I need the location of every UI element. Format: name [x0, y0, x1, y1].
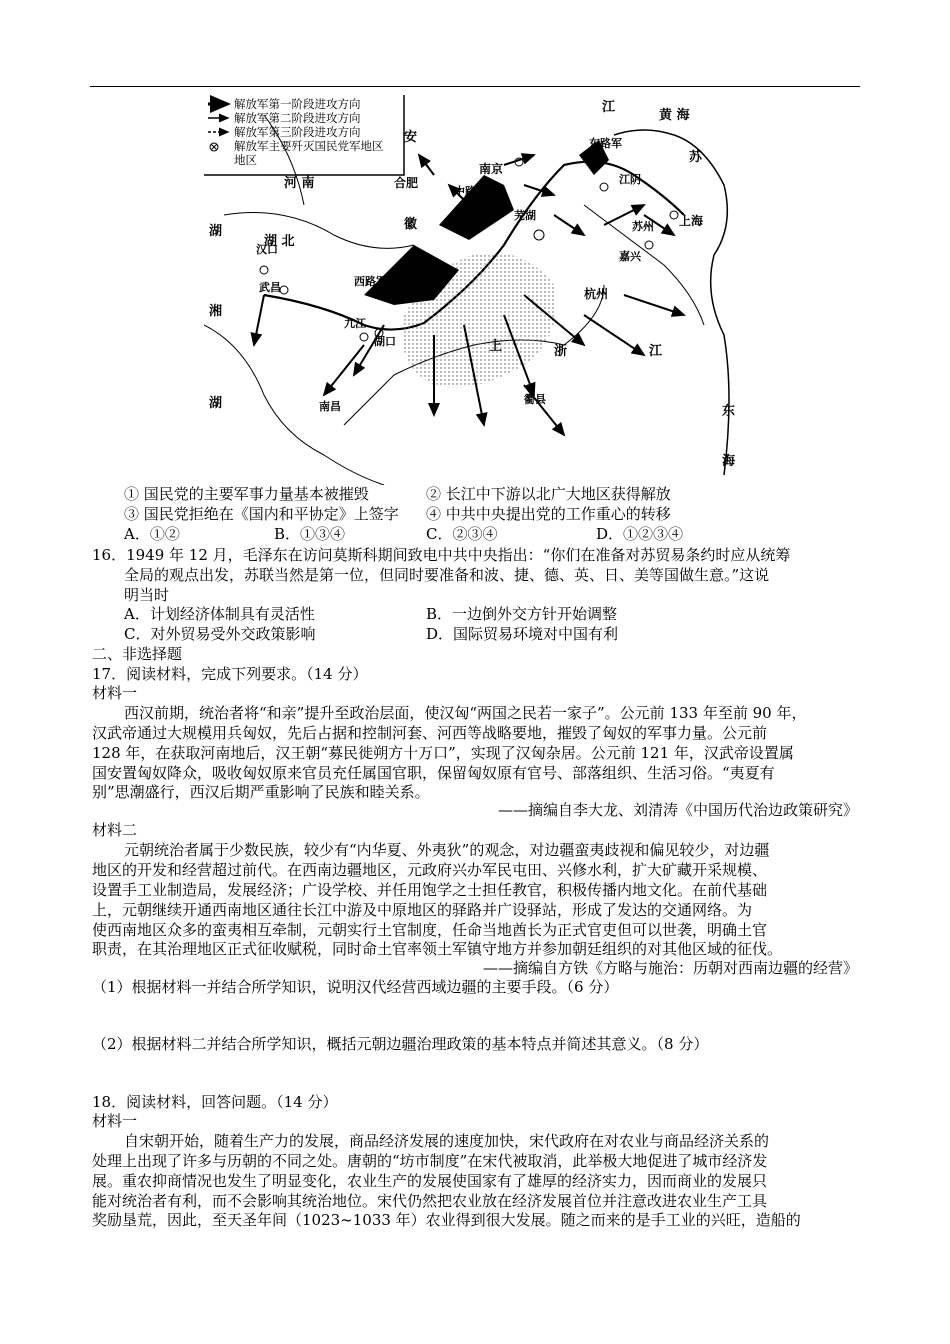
section-title: 二、非选择题 [92, 645, 183, 663]
q18-m1-line: 奖励垦荒，因此，至天圣年间（1023~1033 年）农业得到很大发展。随之而来的是手工业的兴旺，造船的 [92, 1211, 801, 1229]
place-an: 安 [404, 130, 418, 145]
place-hukou: 湖口 [374, 335, 396, 348]
place-suzhou: 苏州 [632, 220, 654, 233]
place-xiang: 湘 [209, 304, 223, 319]
q17-m2-label: 材料二 [92, 821, 138, 839]
q17-m2-line: 地区的开发和经营超过前代。在西南边疆地区，元政府兴办军民屯田、兴修水利，扩大矿藏开采规模、 [92, 861, 768, 879]
place-jiangsu1: 江 [602, 100, 616, 115]
q17-m2-source: ——摘编自方铁《方略与施治：历朝对西南边疆的经营》 [482, 959, 858, 977]
place-jiangyin: 江阴 [619, 173, 641, 186]
q17-m1-line: 别”思潮盛行，西汉后期严重影响了民族和睦关系。 [92, 783, 430, 801]
q18-m1-label: 材料一 [92, 1112, 138, 1130]
place-zhe: 浙 [554, 344, 568, 359]
q17-m2-line: 设置手工业制造局，发展经济；广设学校、并任用饱学之士担任教官，积极传播内地文化。在前代基础 [92, 881, 768, 899]
place-shanghai: 上海 [679, 214, 704, 228]
place-wuchang: 武昌 [259, 281, 281, 294]
place-quxian: 衢县 [524, 393, 546, 406]
q15-choice-a: A．①② [124, 525, 180, 543]
place-nanchang: 南昌 [319, 400, 341, 413]
header-rule [90, 86, 860, 87]
q15-opt1: ① 国民党的主要军事力量基本被摧毁 [124, 485, 369, 503]
legend-4: 解放军主要歼灭国民党军地区 [234, 139, 384, 153]
label-east-army: 东路军 [589, 137, 622, 150]
q16-line3: 明当时 [124, 586, 170, 604]
legend-2: 解放军第二阶段进攻方向 [234, 111, 361, 125]
place-jiujiang: 九江 [344, 317, 366, 330]
place-wuhu: 芜湖 [514, 209, 536, 222]
q17-m1-source: ——摘编自李大龙、刘清涛《中国历代治边政策研究》 [497, 801, 858, 819]
q17-m2-line: 使西南地区众多的蛮夷相互牵制，元朝实行土官制度，任命当地酋长为正式官吏但可以世袭，明确土官 [92, 921, 768, 939]
q17-m2-line: 职责，在其治理地区正式征收赋税，同时命土官率领土军镇守地方并参加朝廷组织的对其他区域的征伐。 [92, 940, 783, 958]
q15-choice-b: B．①③④ [274, 525, 346, 543]
q17-title: 17．阅读材料，完成下列要求。（14 分） [92, 665, 368, 683]
q15-choice-d: D．①②③④ [596, 525, 684, 543]
place-hankou: 汉口 [256, 243, 278, 256]
place-jiangsu2: 苏 [689, 150, 703, 165]
q18-m1-line: 处理上出现了许多与历朝的不同之处。唐朝的“坊市制度”在宋代被取消，此举极大地促进了城市经济发 [92, 1152, 768, 1170]
place-henan: 河 南 [284, 176, 315, 191]
q17-sub2: （2）根据材料二并结合所学知识，概括元朝边疆治理政策的基本特点并简述其意义。（8 分） [92, 1035, 709, 1053]
q16-choice-d: D．国际贸易环境对中国有利 [426, 625, 619, 643]
q17-m1-line: 西汉前期，统治者将“和亲”提升至政治层面，使汉匈“两国之民若一家子”。公元前 133 年至前 90 年， [124, 704, 807, 722]
q17-m1-line: 汉武帝通过大规模用兵匈奴，先后占据和控制河套、河西等战略要地，摧毁了匈奴的军事力量。公元前 [92, 724, 768, 742]
label-middle-army: 中路军 [454, 185, 487, 198]
place-jiang3: 江 [649, 344, 663, 359]
legend-1: 解放军第一阶段进攻方向 [234, 97, 361, 111]
q17-m1-line: 128 年，在获取河南地后，汉王朝“募民徙朔方十万口”，实现了汉匈杂居。公元前 121 年，汉武帝设置属 [92, 744, 794, 762]
map-figure [204, 95, 744, 485]
q16-line1: 16．1949 年 12 月，毛泽东在访问莫斯科期间致电中共中央指出：“你们在准备对苏贸易条约时应从统筹 [92, 546, 791, 564]
place-shang: 上 [489, 339, 503, 354]
q18-m1-line: 展。重农抑商情况也发生了明显变化，农业生产的发展使国家有了雄厚的经济实力，因而商业的发展只 [92, 1172, 768, 1190]
q17-m2-line: 元朝统治者属于少数民族，较少有“内华夏、外夷狄”的观念，对边疆蛮夷歧视和偏见较少，对边疆 [124, 841, 770, 859]
place-hefei: 合肥 [394, 176, 419, 190]
q17-m1-line: 国安置匈奴降众，吸收匈奴原来官员充任属国官职，保留匈奴原有官号、部落组织、生活习俗。“夷夏有 [92, 764, 775, 782]
place-hubei: 湖 北 [264, 234, 295, 249]
q15-opt3: ③ 国民党拒绝在《国内和平协定》上签字 [124, 505, 399, 523]
place-hu1: 湖 [209, 224, 223, 239]
legend-3: 解放军第三阶段进攻方向 [234, 125, 361, 139]
legend-4b: 地区 [234, 153, 257, 167]
q16-choice-b: B．一边倒外交方针开始调整 [426, 605, 618, 623]
q16-line2: 全局的观点出发，苏联当然是第一位，但同时要准备和波、捷、德、英、日、美等国做生意。”这说 [124, 566, 770, 584]
place-huanghai: 黄 海 [659, 108, 690, 123]
q18-m1-line: 能对统治者有利，而不会影响其统治地位。宋代仍然把农业放在经济发展首位并注意改进农业生产工具 [92, 1192, 768, 1210]
place-anhui: 徽 [404, 217, 418, 232]
q18-m1-line: 自宋朝开始，随着生产力的发展，商品经济发展的速度加快，宋代政府在对农业与商品经济关系的 [124, 1132, 770, 1150]
q18-title: 18．阅读材料，回答问题。（14 分） [92, 1093, 338, 1111]
label-west-army: 西路军 [354, 275, 387, 288]
q15-opt4: ④ 中共中央提出党的工作重心的转移 [426, 505, 671, 523]
q17-m1-label: 材料一 [92, 684, 138, 702]
place-dong: 东 [722, 404, 736, 419]
q16-choice-a: A．计划经济体制具有灵活性 [124, 605, 315, 623]
place-nanjing: 南京 [479, 162, 504, 176]
place-jiaxing: 嘉兴 [619, 250, 641, 263]
place-hai: 海 [722, 454, 736, 469]
place-hangzhou: 杭州 [584, 287, 609, 301]
q16-choice-c: C．对外贸易受外交政策影响 [124, 625, 316, 643]
q17-m2-line: 上，元朝继续开通西南地区通往长江中游及中原地区的驿路并广设驿站，形成了发达的交通网络。为 [92, 901, 753, 919]
q15-choice-c: C．②③④ [426, 525, 498, 543]
place-hu2: 湖 [209, 396, 223, 411]
q17-sub1: （1）根据材料一并结合所学知识，说明汉代经营西域边疆的主要手段。（6 分） [92, 978, 619, 996]
q15-opt2: ② 长江中下游以北广大地区获得解放 [426, 485, 671, 503]
